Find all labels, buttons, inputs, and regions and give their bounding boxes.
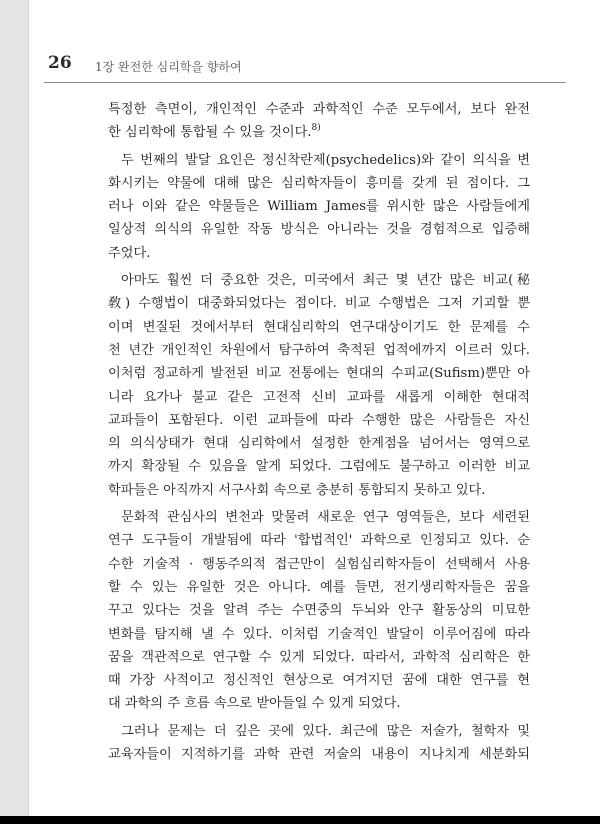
text-line: 대 과학의 주 흐름 속으로 받아들일 수 있게 되었다.	[108, 696, 401, 712]
paragraph-2	[108, 149, 530, 265]
text-line: 학파들은 아직까지 서구사회 속으로 충분히 통합되지 못하고 있다.	[108, 482, 486, 498]
footnote-marker: 8)	[311, 123, 321, 134]
text-line: 화시키는 약물에 대해 많은 심리학자들이 흥미를 갖게 된 점이다. 그	[108, 175, 530, 191]
running-title: 1장 완전한 심리학을 향하여	[95, 60, 242, 74]
text-line: 문화적 관심사의 변천과 맞물려 새로운 연구 영역들은, 보다 세련된	[121, 510, 530, 526]
text-line: 교육자들이 지적하기를 과학 관련 저술의 내용이 지나치게 세분화되	[108, 747, 530, 763]
text-line: 특정한 측면이, 개인적인 수준과 과학적인 수준 모두에서, 보다 완전	[108, 102, 530, 117]
text-line: 의 의식상태가 현대 심리학에서 설정한 한계점을 넘어서는 영역으로	[108, 436, 530, 452]
paragraph-1	[108, 98, 530, 145]
page-bottom-edge	[0, 816, 600, 824]
text-line: 아마도 훨씬 더 중요한 것은, 미국에서 최근 몇 년간 많은 비교(秘	[121, 273, 530, 289]
text-line: 교파들이 포함된다. 이런 교파들에 따라 수행한 많은 사람들은 자신	[108, 412, 530, 428]
text-line: 그러나 문제는 더 깊은 곳에 있다. 최근에 많은 저술가, 철학자 및	[121, 723, 530, 739]
text-line: 때 가장 사적이고 정신적인 현상으로 여겨지던 꿈에 대한 연구를 현	[108, 673, 530, 689]
header-rule	[44, 82, 566, 83]
text-line: 꿈을 객관적으로 연구할 수 있게 되었다. 따라서, 과학적 심리학은 한	[108, 649, 530, 665]
page-edge-tab	[0, 0, 29, 824]
paragraph-3	[108, 269, 530, 502]
body-text	[108, 98, 530, 766]
text-line: 두 번째의 발달 요인은 정신착란제(psychedelics)와 같이 의식을 변	[121, 152, 530, 168]
text-line: 변화를 탐지해 낼 수 있다. 이처럼 기술적인 발달이 이루어짐에 따라	[108, 626, 530, 642]
text-line: 연구 도구들이 개발됨에 따라 '합법적인' 과학으로 인정되고 있다. 순	[108, 533, 530, 549]
text-line: 주었다.	[108, 245, 151, 261]
paragraph-5	[108, 720, 530, 767]
text-line: 일상적 의식의 유일한 작동 방식은 아니라는 것을 경험적으로 입증해	[108, 222, 530, 238]
text-line: 러나 이와 같은 약물들은 William James를 위시한 많은 사람들에게	[108, 199, 530, 215]
text-line: 한 심리학에 통합될 수 있을 것이다.	[108, 125, 312, 141]
text-line: 할 수 있는 유일한 것은 아니다. 예를 들면, 전기생리학자들은 꿈을	[108, 579, 530, 595]
text-line: 니라 요가나 불교 같은 고전적 신비 교파를 새롭게 이해한 현대적	[108, 389, 530, 405]
text-line: 까지 확장될 수 있음을 알게 되었다. 그럼에도 불구하고 이러한 비교	[108, 459, 530, 475]
text-line: 수한 기술적 · 행동주의적 접근만이 실험심리학자들이 선택해서 사용	[108, 556, 530, 572]
text-line: 꾸고 있다는 것을 알려 주는 수면중의 두뇌와 안구 활동상의 미묘한	[108, 603, 530, 619]
page-number: 26	[48, 53, 72, 73]
text-line: 이처럼 정교하게 발전된 비교 전통에는 현대의 수피교(Sufism)뿐만 아	[108, 366, 530, 382]
paragraph-4	[108, 506, 530, 716]
text-line: 이며 변질된 것에서부터 현대심리학의 연구대상이기도 한 문제를 수	[108, 319, 530, 335]
text-line: 천 년간 개인적인 차원에서 탐구하여 축적된 업적에까지 이르러 있다.	[108, 342, 530, 358]
text-line: 敎) 수행법이 대중화되었다는 점이다. 비교 수행법은 그저 기괴할 뿐	[108, 296, 530, 312]
text-line-with-footnote	[108, 121, 530, 144]
